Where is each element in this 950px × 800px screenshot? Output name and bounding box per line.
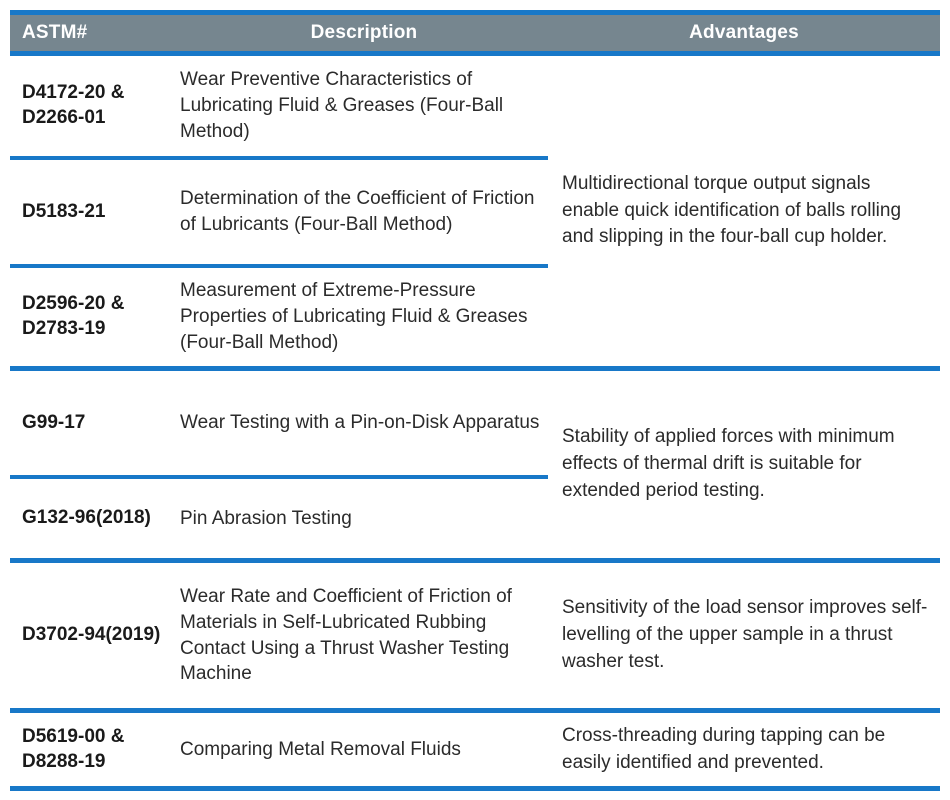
row-group-left [10,563,548,708]
table-row [10,713,548,786]
column-header-description: Description [310,22,418,43]
table-bottom-rule [10,786,940,791]
table-header-row [10,15,940,51]
table-row [10,268,548,366]
row-group-right [548,371,940,558]
cell-astm: G99-17 [22,411,86,433]
table-row [10,56,548,156]
column-header-advantages: Advantages [689,22,799,43]
cell-advantages: Stability of applied forces with minimum effects of thermal drift is suitable for extended period testing. [562,426,895,501]
row-group-right [548,56,940,366]
row-group-left [10,371,548,558]
column-header-astm: ASTM# [22,22,88,43]
cell-advantages: Sensitivity of the load sensor improves self-levelling of the upper sample in a thrust washer test. [562,597,928,672]
cell-description: Wear Rate and Coefficient of Friction of Materials in Self-Lubricated Rubbing Contact Using a Thrust Washer Testing Machine [180,585,512,685]
cell-astm: D5619-00 & D8288-19 [22,725,125,772]
cell-advantages: Multidirectional torque output signals enable quick identification of balls rolling and slipping in the four-ball cup holder. [562,172,902,248]
cell-astm: D2596-20 & D2783-19 [22,293,125,339]
cell-astm: D5183-21 [22,200,106,222]
table-row-group [10,56,940,366]
cell-description: Measurement of Extreme-Pressure Properties of Lubricating Fluid & Greases (Four-Ball Method) [180,280,528,353]
cell-astm: G132-96(2018) [22,507,151,529]
cell-description: Determination of the Coefficient of Friction of Lubricants (Four-Ball Method) [180,188,535,235]
cell-astm: D3702-94(2019) [22,624,161,646]
table-row [10,371,548,475]
table-row-group [10,713,940,786]
row-group-left [10,713,548,786]
table-row-group [10,563,940,708]
cell-description: Comparing Metal Removal Fluids [180,738,461,760]
row-group-right [548,563,940,708]
cell-advantages: Cross-threading during tapping can be easily identified and prevented. [562,724,886,773]
row-group-right [548,713,940,786]
row-group-left [10,56,548,366]
table-row [10,563,548,708]
table-row [10,479,548,558]
cell-description: Wear Preventive Characteristics of Lubricating Fluid & Greases (Four-Ball Method) [180,69,504,142]
table-row-group [10,371,940,558]
cell-astm: D4172-20 & D2266-01 [22,82,125,128]
cell-description: Wear Testing with a Pin-on-Disk Apparatus [180,412,540,434]
astm-standards-table [10,10,940,791]
cell-description: Pin Abrasion Testing [180,507,352,529]
table-row [10,160,548,264]
